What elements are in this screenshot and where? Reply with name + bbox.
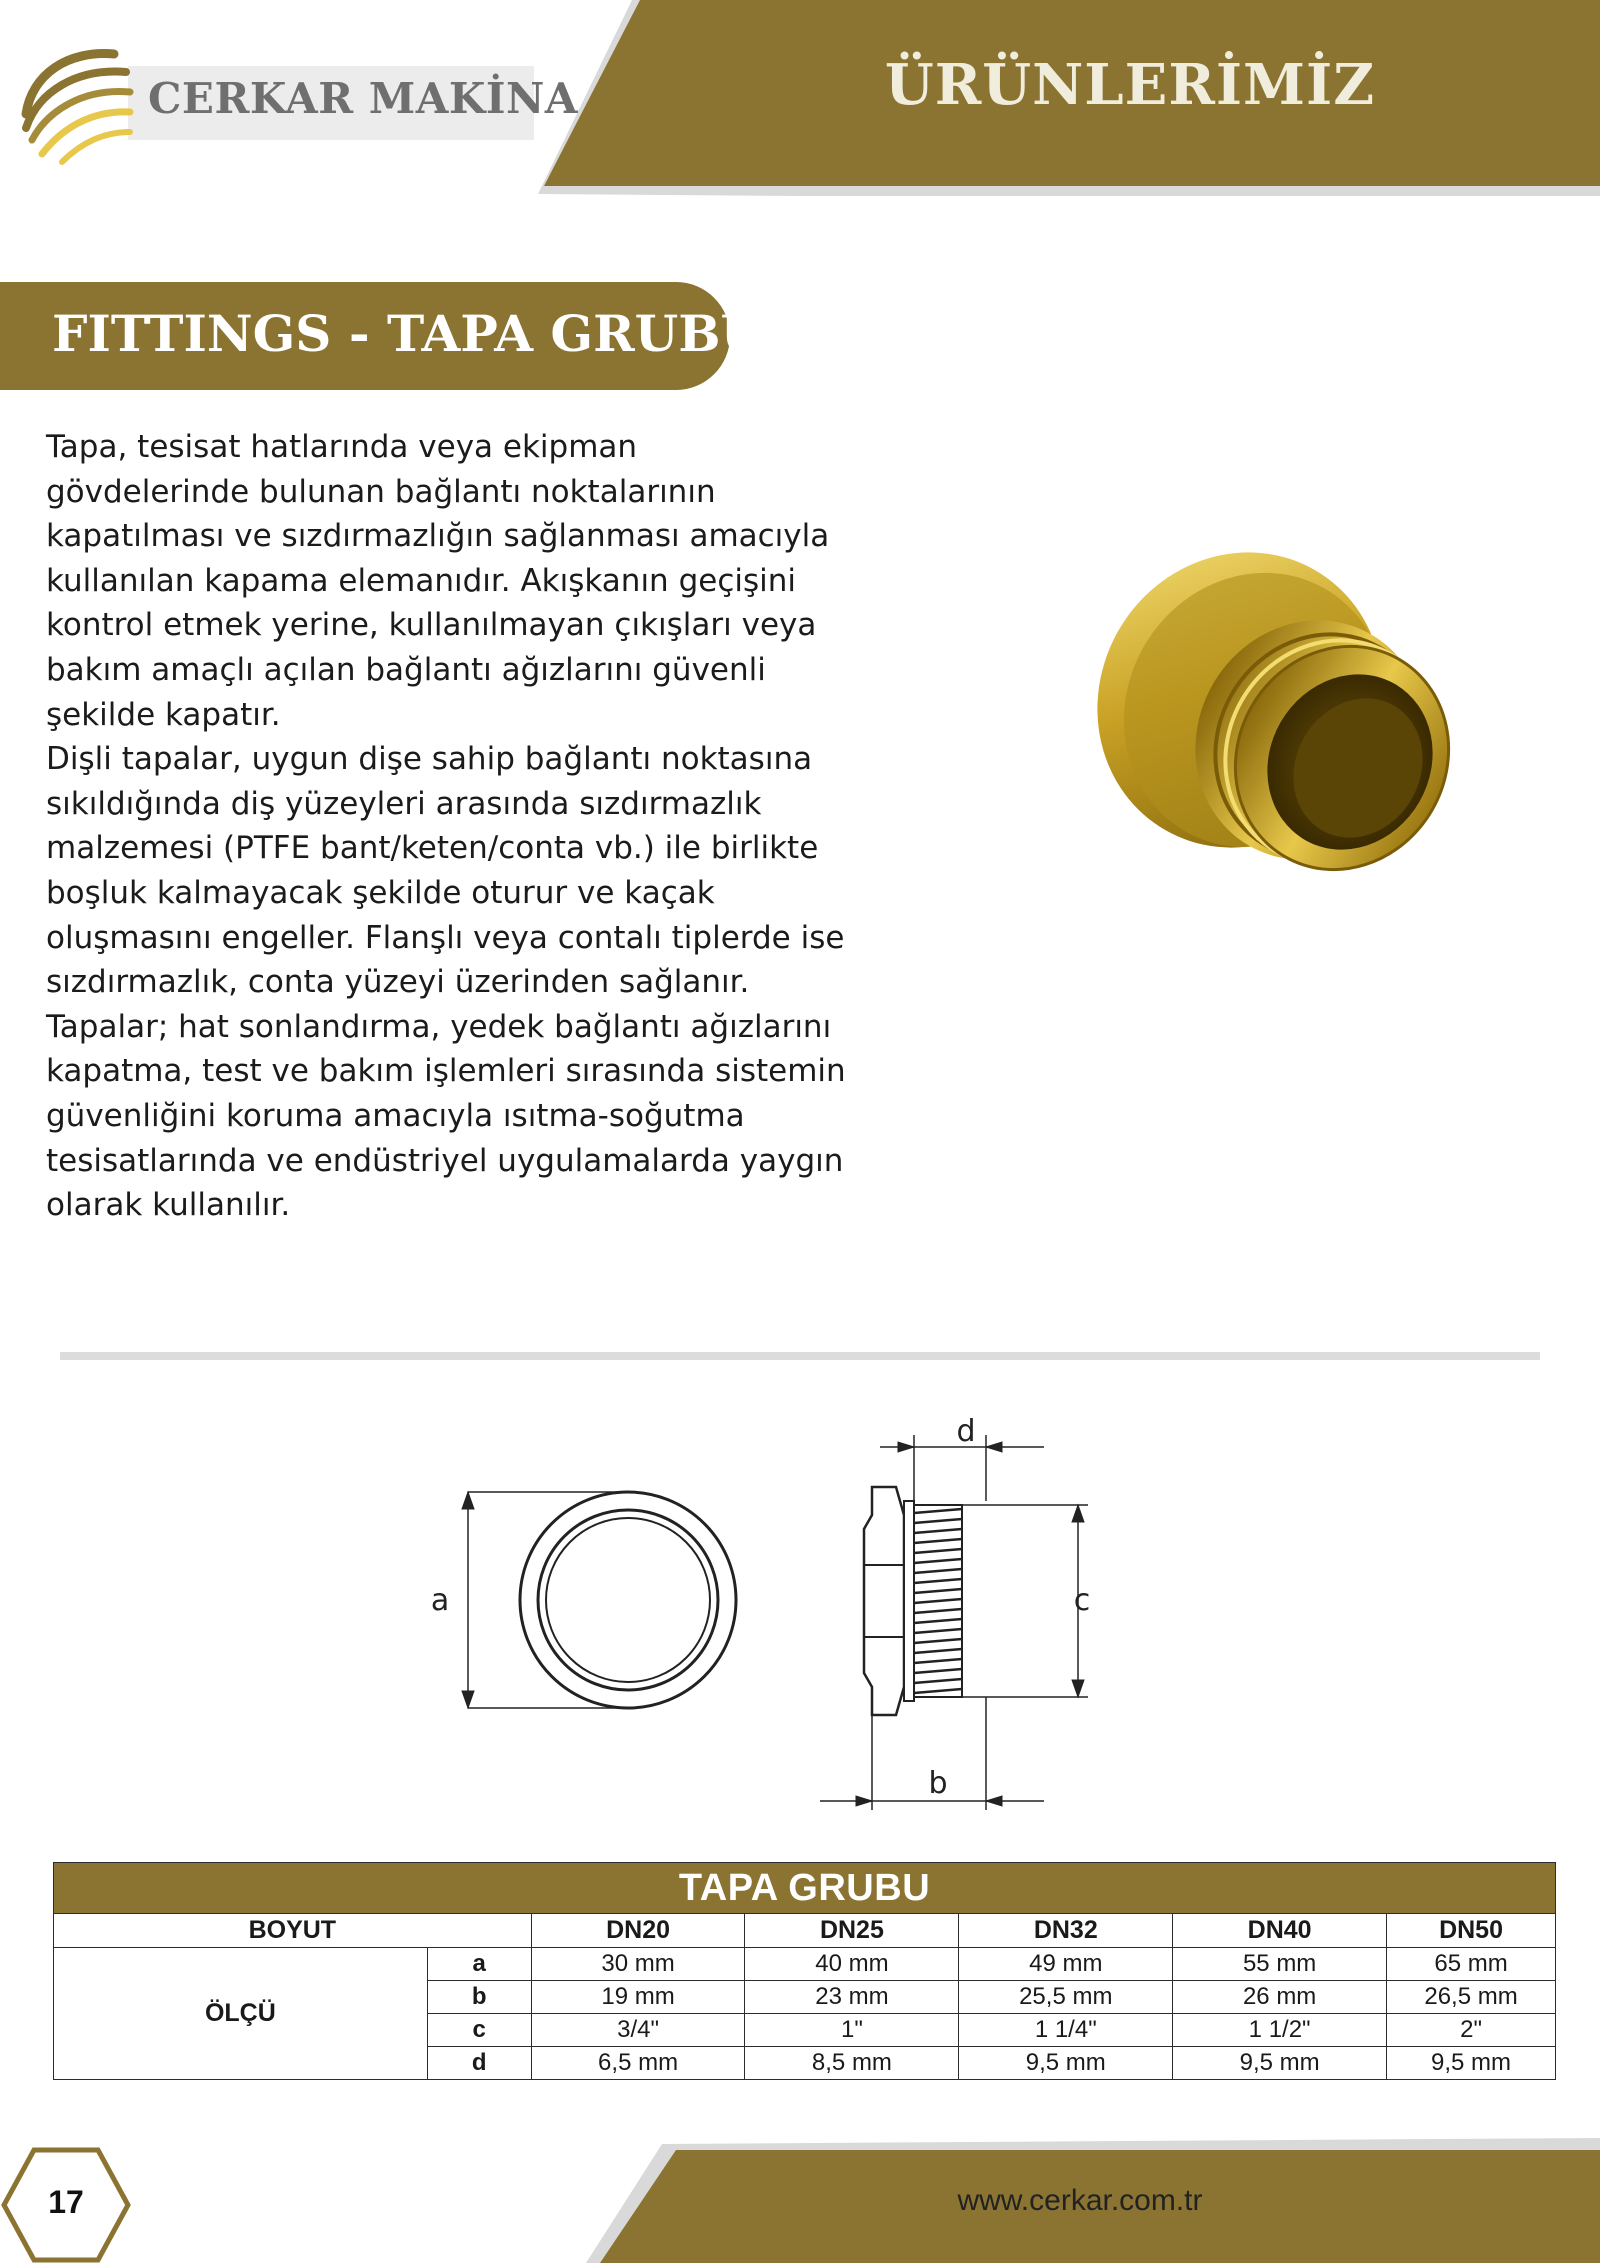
table-header-size: BOYUT — [54, 1914, 532, 1948]
technical-drawing — [430, 1405, 1120, 1825]
header-title: ÜRÜNLERİMİZ — [884, 52, 1376, 118]
table-cell: 49 mm — [959, 1948, 1173, 1981]
dimension-label-b: b — [928, 1766, 948, 1801]
logo-emblem-icon — [18, 44, 138, 164]
dimension-label-a: a — [430, 1583, 450, 1618]
table-header-dn20: DN20 — [531, 1914, 745, 1948]
table-row — [54, 1948, 1556, 1981]
table-cell: 25,5 mm — [959, 1981, 1173, 2014]
table-cell: 26 mm — [1173, 1981, 1387, 2014]
logo-text: CERKAR MAKİNA — [148, 74, 578, 123]
table-row-label: b — [427, 1981, 531, 2014]
brass-plug-image — [1070, 500, 1490, 940]
spec-table — [53, 1862, 1556, 2080]
brand-logo[interactable] — [18, 44, 578, 140]
footer-banner — [0, 2130, 1600, 2263]
table-cell: 9,5 mm — [1387, 2047, 1556, 2080]
table-cell: 19 mm — [531, 1981, 745, 2014]
side-view — [820, 1435, 1088, 1810]
table-cell: 55 mm — [1173, 1948, 1387, 1981]
table-header-dn25: DN25 — [745, 1914, 959, 1948]
table-cell: 1 1/4" — [959, 2014, 1173, 2047]
table-row-label: a — [427, 1948, 531, 1981]
section-divider — [60, 1352, 1540, 1360]
description-paragraph: Dişli tapalar, uygun dişe sahip bağlantı noktasına sıkıldığında diş yüzeyleri arasında sızdırmazlık malzemesi (PTFE bant/keten/conta vb.) ile birlikte boşluk kalmayacak şekilde oturur ve kaçak oluşmasını engeller. Flanşlı veya contalı tiplerde ise sızdırmazlık, conta yüzeyi üzerinden sağlanır. — [46, 741, 845, 1001]
product-description — [46, 425, 846, 1228]
front-view — [462, 1492, 736, 1708]
table-header-dn50: DN50 — [1387, 1914, 1556, 1948]
table-cell: 26,5 mm — [1387, 1981, 1556, 2014]
section-title: FITTINGS - TAPA GRUBU — [52, 304, 765, 363]
table-cell: 65 mm — [1387, 1948, 1556, 1981]
website-link[interactable]: www.cerkar.com.tr — [957, 2184, 1203, 2217]
table-cell: 40 mm — [745, 1948, 959, 1981]
table-row-label: c — [427, 2014, 531, 2047]
table-header-dn32: DN32 — [959, 1914, 1173, 1948]
table-cell: 3/4" — [531, 2014, 745, 2047]
table-cell: 23 mm — [745, 1981, 959, 2014]
dimension-label-c: c — [1073, 1583, 1091, 1618]
table-header-dn40: DN40 — [1173, 1914, 1387, 1948]
table-cell: 8,5 mm — [745, 2047, 959, 2080]
page-number: 17 — [48, 2184, 84, 2220]
table-row-label: d — [427, 2047, 531, 2080]
dimension-label-d: d — [956, 1414, 976, 1449]
table-cell: 9,5 mm — [959, 2047, 1173, 2080]
description-paragraph: Tapa, tesisat hatlarında veya ekipman gövdelerinde bulunan bağlantı noktalarının kapatılması ve sızdırmazlığın sağlanması amacıyla kullanılan kapama elemanıdır. Akışkanın geçişini kontrol etmek yerine, kullanılmayan çıkışları veya bakım amaçlı açılan bağlantı ağızlarını güvenli şekilde kapatır. — [46, 429, 830, 733]
table-cell: 6,5 mm — [531, 2047, 745, 2080]
table-cell: 30 mm — [531, 1948, 745, 1981]
table-cell: 2" — [1387, 2014, 1556, 2047]
table-title: TAPA GRUBU — [54, 1863, 1556, 1914]
table-cell: 1" — [745, 2014, 959, 2047]
table-cell: 9,5 mm — [1173, 2047, 1387, 2080]
table-group-measure: ÖLÇÜ — [54, 1948, 428, 2080]
description-paragraph: Tapalar; hat sonlandırma, yedek bağlantı ağızlarını kapatma, test ve bakım işlemleri sırasında sistemin güvenliğini koruma amacıyla ısıtma-soğutma tesisatlarında ve endüstriyel uygulamalarda yaygın olarak kullanılır. — [46, 1008, 846, 1224]
table-cell: 1 1/2" — [1173, 2014, 1387, 2047]
